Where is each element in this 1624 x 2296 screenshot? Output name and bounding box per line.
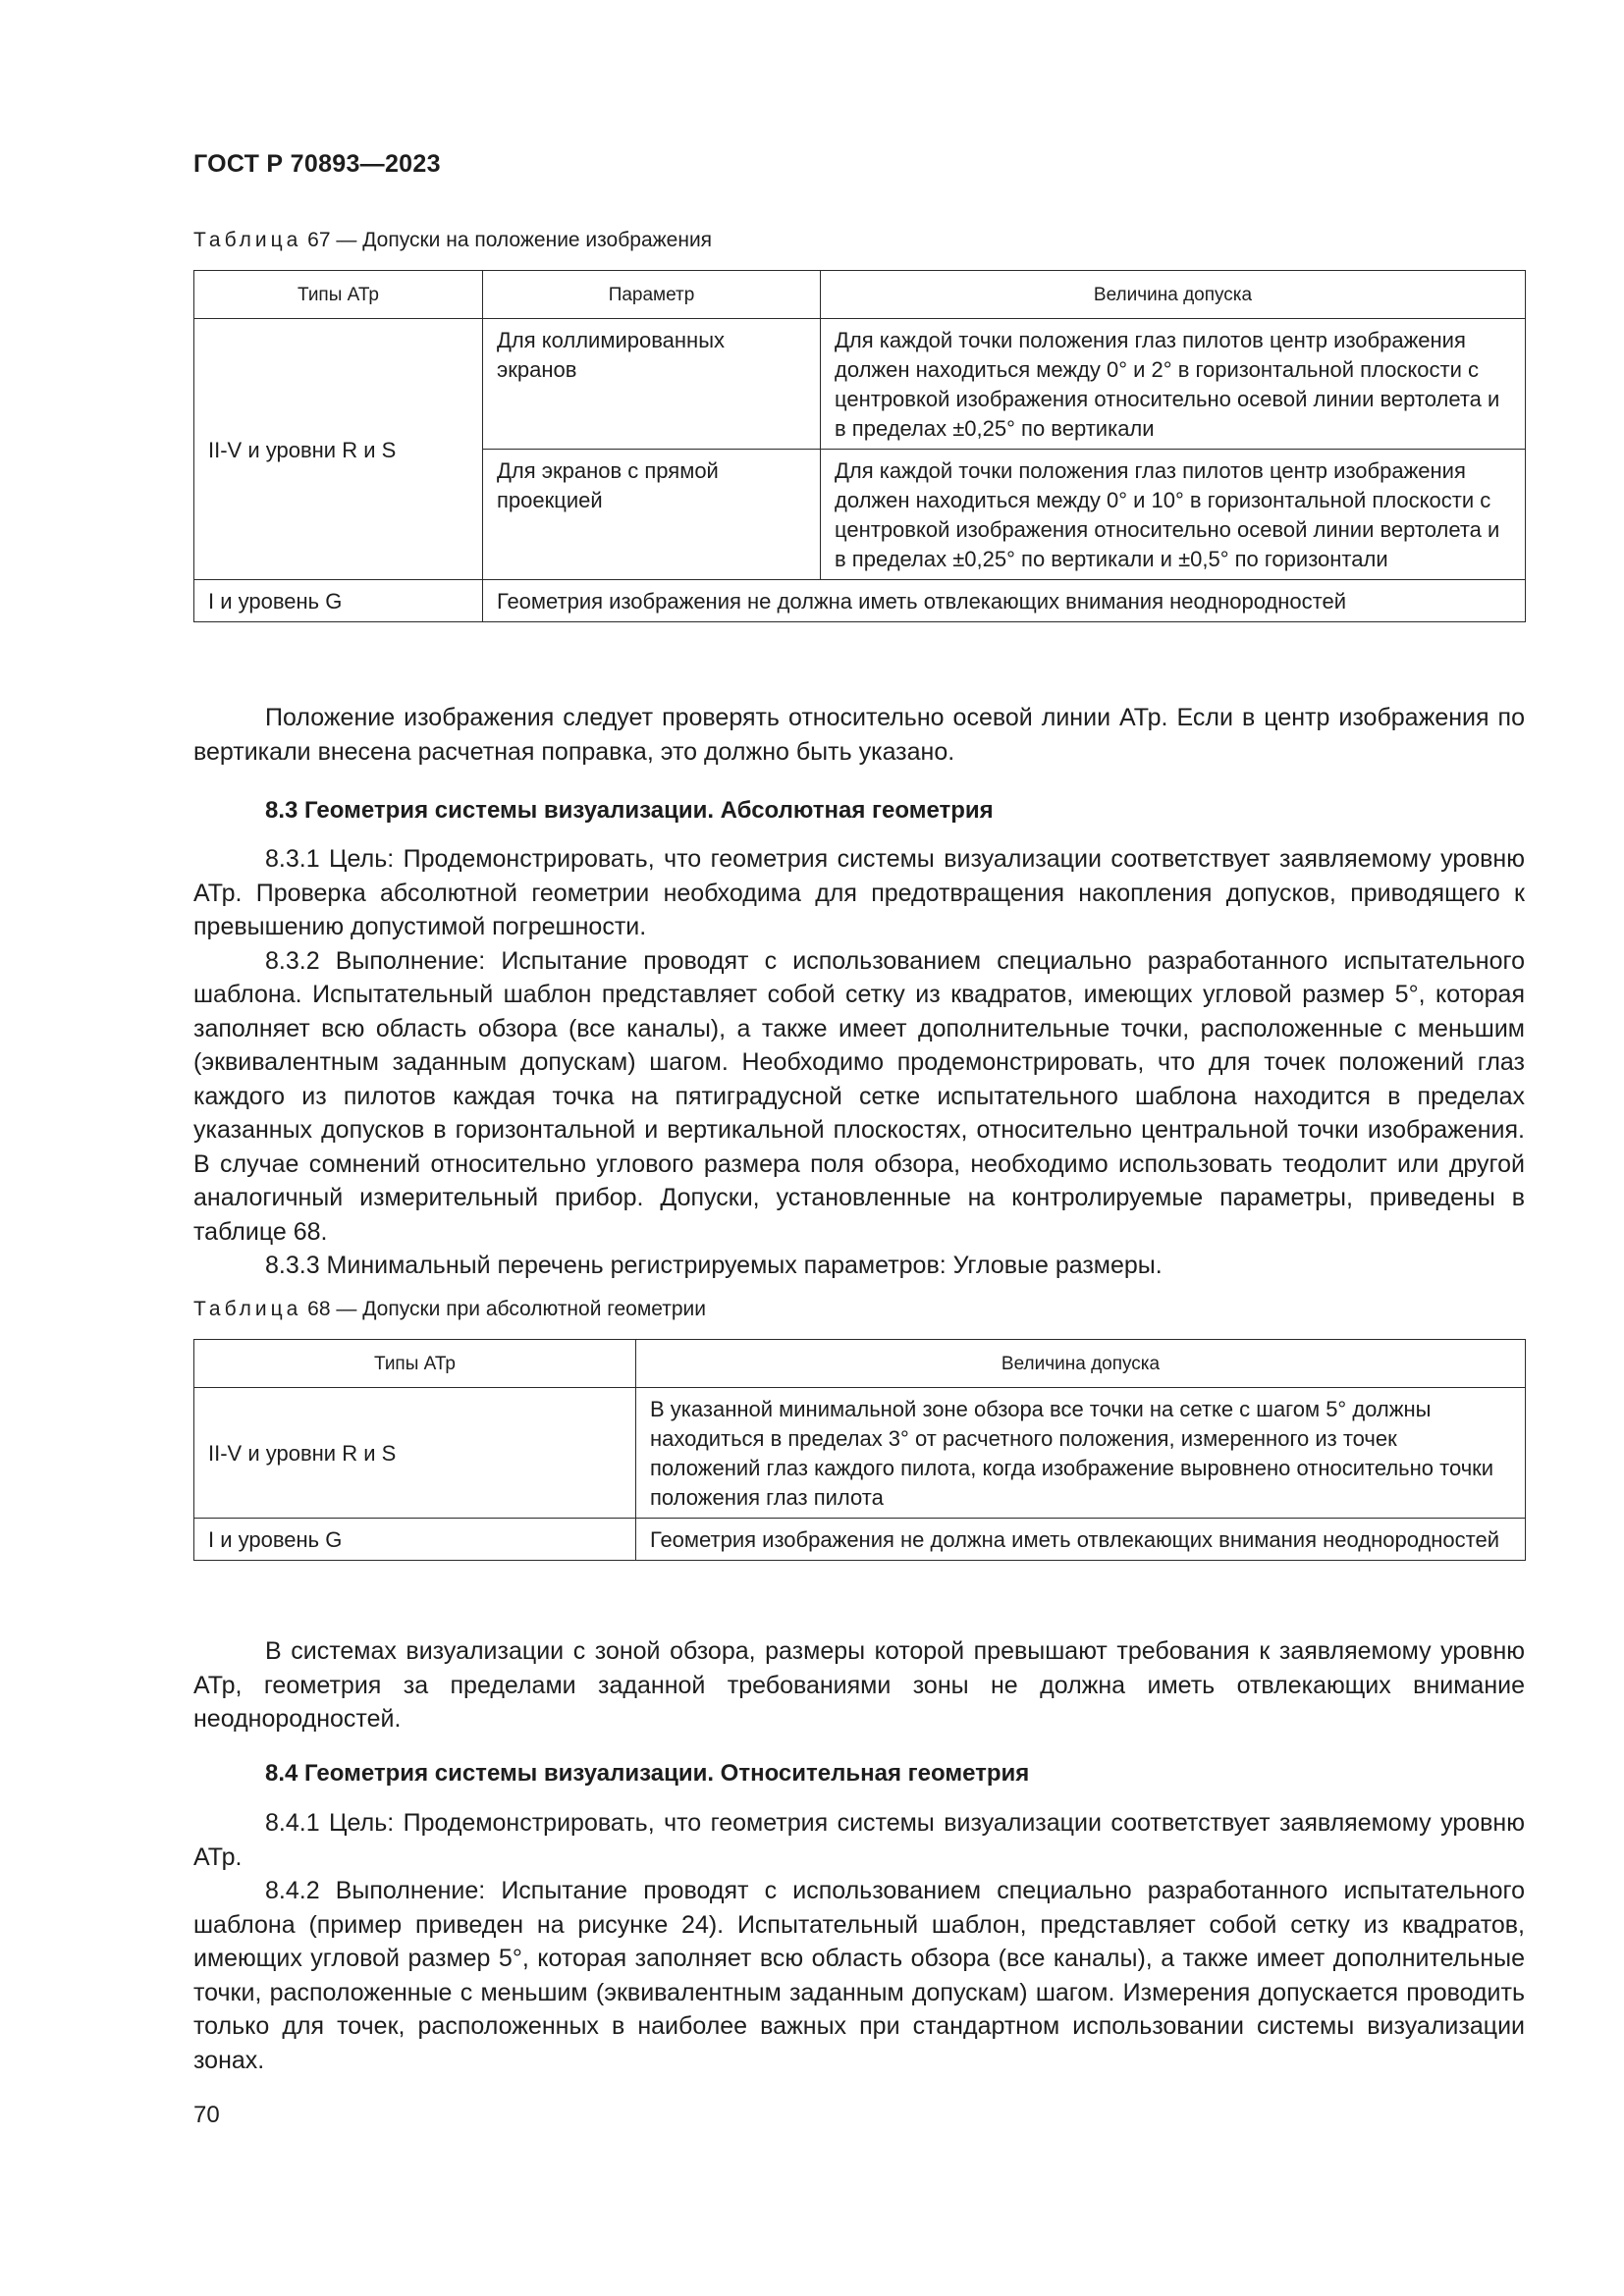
section-heading-8-4: 8.4 Геометрия системы визуализации. Относительная геометрия [265, 1760, 1030, 1787]
table-67-caption-prefix: Таблица [193, 229, 302, 251]
paragraph-8-4-1: 8.4.1 Цель: Продемонстрировать, что геометрия системы визуализации соответствует заявляемому уровню АТр. [193, 1809, 1525, 1871]
table-67-param-cell: Для экранов с прямой проекцией [483, 450, 821, 580]
table-67-header-row [194, 271, 1526, 319]
table-68-value-cell: Геометрия изображения не должна иметь отвлекающих внимания неоднородностей [636, 1519, 1526, 1561]
paragraph-8-4-2: 8.4.2 Выполнение: Испытание проводят с использованием специально разработанного испытательного шаблона (пример приведен на рисунке 24). Испытательный шаблон, представляет собой сетку из квадратов, имеющих угловой размер 5°, которая заполняет всю область обзора (все каналы), а также имеет дополнительные точки, расположенные с меньшим (эквивалентным заданным допускам) шагом. Измерения допускается проводить только для точек, расположенных в наиболее важных при стандартном использовании системы визуализации зонах. [193, 1877, 1525, 2074]
table-68-type-cell: II-V и уровни R и S [194, 1388, 636, 1519]
table-68-header-type: Типы АТр [194, 1340, 636, 1388]
table-67-param-cell: Для коллимированных экранов [483, 319, 821, 450]
document-code: ГОСТ Р 70893—2023 [193, 150, 441, 178]
table-68-caption-prefix: Таблица [193, 1298, 302, 1320]
paragraph-text: В системах визуализации с зоной обзора, размеры которой превышают требования к заявляемому уровню АТр, геометрия за пределами заданной требованиями зоны не должна иметь отвлекающих внимание неоднородностей. [193, 1637, 1525, 1733]
table-row [194, 1388, 1526, 1519]
table-67-type-cell: II-V и уровни R и S [194, 319, 483, 580]
table-row [194, 319, 1526, 450]
table-row [194, 580, 1526, 622]
table-67-type-cell: I и уровень G [194, 580, 483, 622]
paragraph-image-position [193, 701, 1525, 769]
section-8-4-body [193, 1806, 1525, 2077]
paragraph-8-3-1: 8.3.1 Цель: Продемонстрировать, что геометрия системы визуализации соответствует заявляемому уровню АТр. Проверка абсолютной геометрии необходима для предотвращения накопления допусков, приводящего к превышению допустимой погрешности. [193, 845, 1525, 940]
page-number: 70 [193, 2102, 220, 2128]
table-68-header-row [194, 1340, 1526, 1388]
table-67-header-param: Параметр [483, 271, 821, 319]
paragraph-8-3-3: 8.3.3 Минимальный перечень регистрируемых параметров: Угловые размеры. [265, 1252, 1163, 1279]
paragraph-8-3-2: 8.3.2 Выполнение: Испытание проводят с использованием специально разработанного испытательного шаблона. Испытательный шаблон представляет собой сетку из квадратов, имеющих угловой размер 5°, которая заполняет всю область обзора (все каналы), а также имеет дополнительные точки, расположенные с меньшим (эквивалентным заданным допускам) шагом. Необходимо продемонстрировать, что для точек положений глаз каждого из пилотов каждая точка на пятиградусной сетке испытательного шаблона находится в пределах указанных допусков в горизонтальной и вертикальной плоскостях, относительно центральной точки изображения. В случае сомнений относительно углового размера поля обзора, необходимо использовать теодолит или другой аналогичный измерительный прибор. Допуски, установленные на контролируемые параметры, приведены в таблице 68. [193, 946, 1525, 1246]
table-row [194, 1519, 1526, 1561]
table-67-caption-text: 67 — Допуски на положение изображения [301, 229, 713, 251]
section-8-3-body [193, 842, 1525, 1283]
table-67-header-value: Величина допуска [821, 271, 1526, 319]
table-68-value-cell: В указанной минимальной зоне обзора все точки на сетке с шагом 5° должны находиться в пределах 3° от расчетного положения, измеренного из точек положений глаз каждого пилота, когда изображение выровнено относительно точки положения глаз пилота [636, 1388, 1526, 1519]
table-68-caption [193, 1298, 706, 1321]
table-67-caption [193, 229, 712, 252]
table-67-value-cell: Для каждой точки положения глаз пилотов центр изображения должен находиться между 0° и 10° в горизонтальной плоскости с центровкой изображения относительно осевой линии вертолета и в пределах ±0,25° по вертикали и ±0,5° по горизонтали [821, 450, 1526, 580]
table-68-type-cell: I и уровень G [194, 1519, 636, 1561]
table-67-value-cell: Геометрия изображения не должна иметь отвлекающих внимания неоднородностей [483, 580, 1526, 622]
section-heading-8-3: 8.3 Геометрия системы визуализации. Абсолютная геометрия [265, 797, 994, 824]
table-68-header-value: Величина допуска [636, 1340, 1526, 1388]
table-67-value-cell: Для каждой точки положения глаз пилотов центр изображения должен находиться между 0° и 2° в горизонтальной плоскости с центровкой изображения относительно осевой линии вертолета и в пределах ±0,25° по вертикали [821, 319, 1526, 450]
table-67 [193, 270, 1526, 622]
table-68 [193, 1339, 1526, 1561]
table-68-caption-text: 68 — Допуски при абсолютной геометрии [301, 1298, 707, 1320]
paragraph-visualization-zones [193, 1634, 1525, 1736]
table-67-header-type: Типы АТр [194, 271, 483, 319]
paragraph-text: Положение изображения следует проверять относительно осевой линии АТр. Если в центр изображения по вертикали внесена расчетная поправка, это должно быть указано. [193, 704, 1525, 766]
